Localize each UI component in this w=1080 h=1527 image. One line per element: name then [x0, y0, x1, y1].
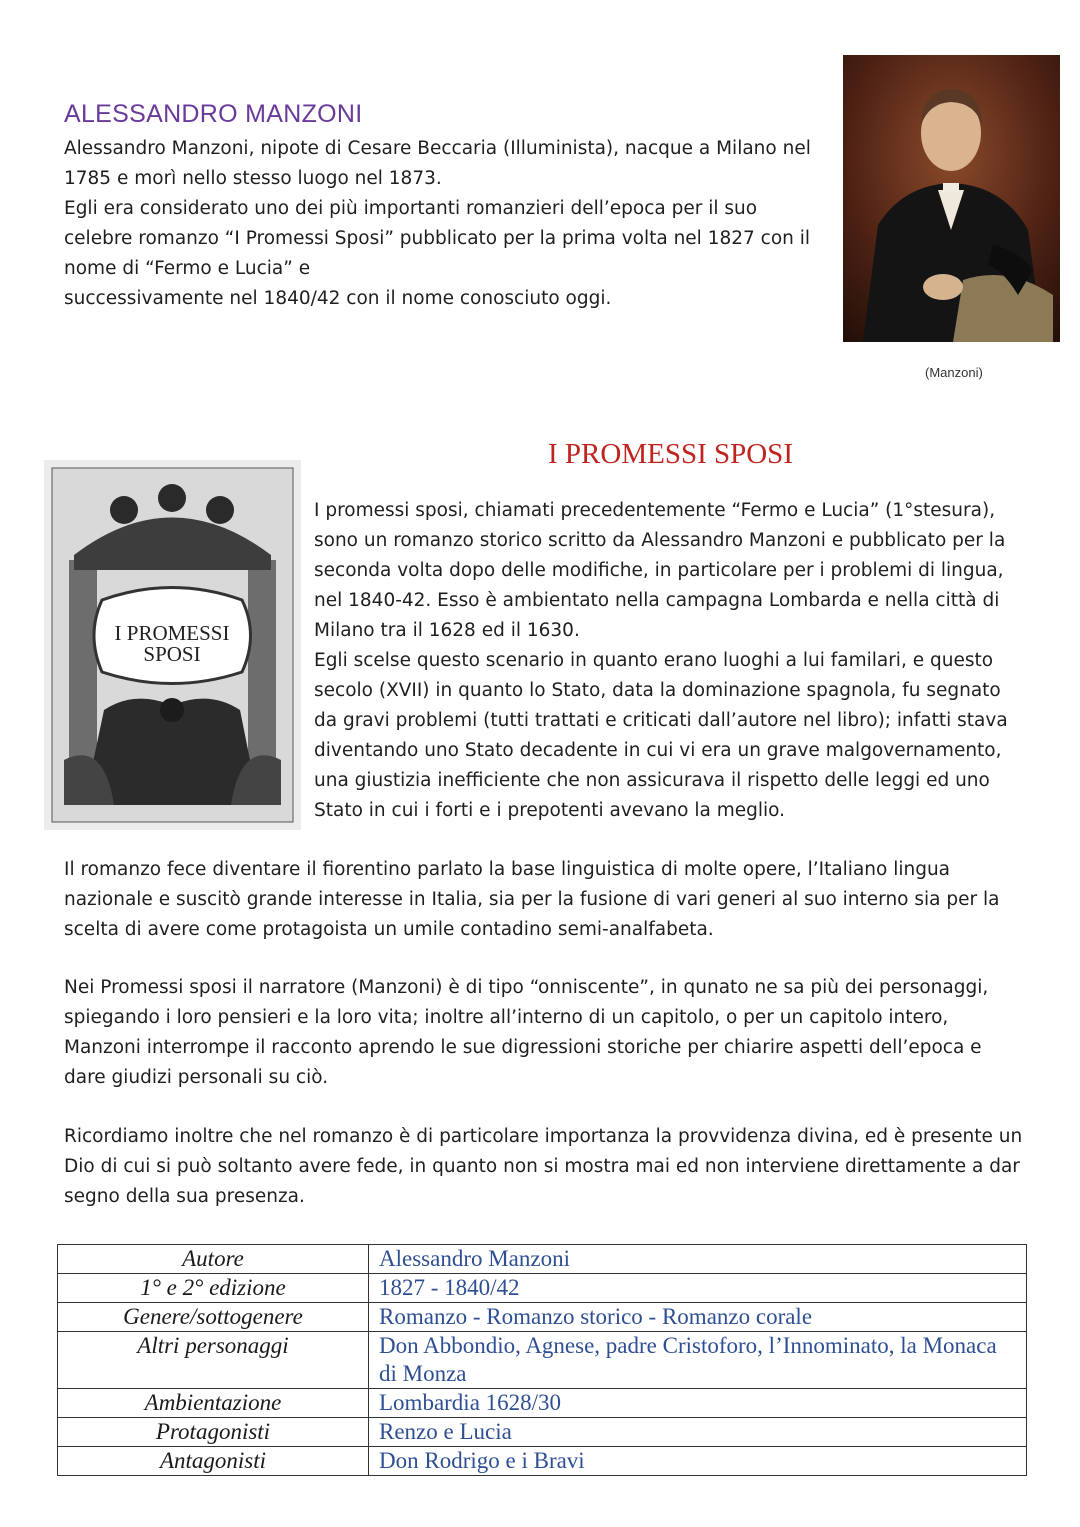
author-heading: ALESSANDRO MANZONI	[64, 100, 363, 128]
table-value: Renzo e Lucia	[369, 1418, 1027, 1447]
table-label: Autore	[58, 1245, 369, 1274]
table-value: Alessandro Manzoni	[369, 1245, 1027, 1274]
table-row	[58, 1245, 1027, 1274]
novel-intro	[314, 496, 1024, 826]
table-label: Genere/sottogenere	[58, 1303, 369, 1332]
table-row	[58, 1303, 1027, 1332]
novel-intro-paragraph: I promessi sposi, chiamati precedentemente “Fermo e Lucia” (1°stesura), sono un romanzo storico scritto da Alessandro Manzoni e pubblicato per la seconda volta dopo delle modifiche, in particolare per i problemi di lingua, nel 1840-42. Esso è ambientato nella campagna Lombarda e nella città di Milano tra il 1628 ed il 1630.	[314, 500, 1006, 641]
table-label: Protagonisti	[58, 1418, 369, 1447]
table-label: Antagonisti	[58, 1447, 369, 1476]
table-label: 1° e 2° edizione	[58, 1274, 369, 1303]
table-row	[58, 1332, 1027, 1389]
table-value: Don Abbondio, Agnese, padre Cristoforo, l’Innominato, la Monaca di Monza	[369, 1332, 1027, 1389]
author-bio	[64, 134, 824, 314]
language-paragraph: Il romanzo fece diventare il fiorentino parlato la base linguistica di molte opere, l’Italiano lingua nazionale e suscitò grande interesse in Italia, sia per la fusione di vari generi al suo interno sia per la scelta di avere come protagoista un umile contadino semi-analfabeta.	[64, 859, 1000, 940]
table-label: Altri personaggi	[58, 1332, 369, 1389]
manzoni-portrait	[843, 55, 1060, 342]
summary-table	[57, 1244, 1027, 1476]
narrator-paragraph: Nei Promessi sposi il narratore (Manzoni) è di tipo “onniscente”, in qunato ne sa più dei personaggi, spiegando i loro pensieri e la loro vita; inoltre all’interno di un capitolo, o per un capitolo intero, Manzoni interrompe il racconto aprendo le sue digressioni storiche per chiarire aspetti dell’epoca e dare giudizi personali su ciò.	[64, 977, 989, 1088]
portrait-caption: (Manzoni)	[925, 365, 983, 380]
table-row	[58, 1418, 1027, 1447]
table-row	[58, 1447, 1027, 1476]
novel-intro-paragraph: Egli scelse questo scenario in quanto erano luoghi a lui familari, e questo secolo (XVII) in quanto lo Stato, data la dominazione spagnola, fu segnato da gravi problemi (tutti trattati e criticati dall’autore nel libro); infatti stava diventando uno Stato decadente in cui vi era un grave malgovernamento, una giustizia inefficiente che non assicurava il rispetto delle leggi ed uno Stato in cui i forti e i prepotenti avevano la meglio.	[314, 650, 1008, 821]
table-row	[58, 1389, 1027, 1418]
providence-paragraph: Ricordiamo inoltre che nel romanzo è di particolare importanza la provvidenza divina, ed è presente un Dio di cui si può soltanto avere fede, in quanto non si mostra mai ed non interviene direttamente a dar segno della sua presenza.	[64, 1126, 1023, 1207]
table-label: Ambientazione	[58, 1389, 369, 1418]
table-row	[58, 1274, 1027, 1303]
novel-heading: I PROMESSI SPOSI	[548, 438, 793, 470]
table-value: 1827 - 1840/42	[369, 1274, 1027, 1303]
author-bio-paragraph: successivamente nel 1840/42 con il nome conosciuto oggi.	[64, 288, 612, 309]
table-value: Romanzo - Romanzo storico - Romanzo corale	[369, 1303, 1027, 1332]
table-value: Don Rodrigo e i Bravi	[369, 1447, 1027, 1476]
book-cover-image	[44, 460, 301, 830]
cover-title-line1: I PROMESSI	[114, 621, 230, 645]
cover-title-line2: SPOSI	[143, 642, 201, 666]
author-bio-paragraph: Egli era considerato uno dei più importanti romanzieri dell’epoca per il suo celebre romanzo “I Promessi Sposi” pubblicato per la prima volta nel 1827 con il nome di “Fermo e Lucia” e	[64, 198, 811, 279]
table-value: Lombardia 1628/30	[369, 1389, 1027, 1418]
author-bio-paragraph: Alessandro Manzoni, nipote di Cesare Beccaria (Illuminista), nacque a Milano nel 1785 e morì nello stesso luogo nel 1873.	[64, 138, 811, 189]
